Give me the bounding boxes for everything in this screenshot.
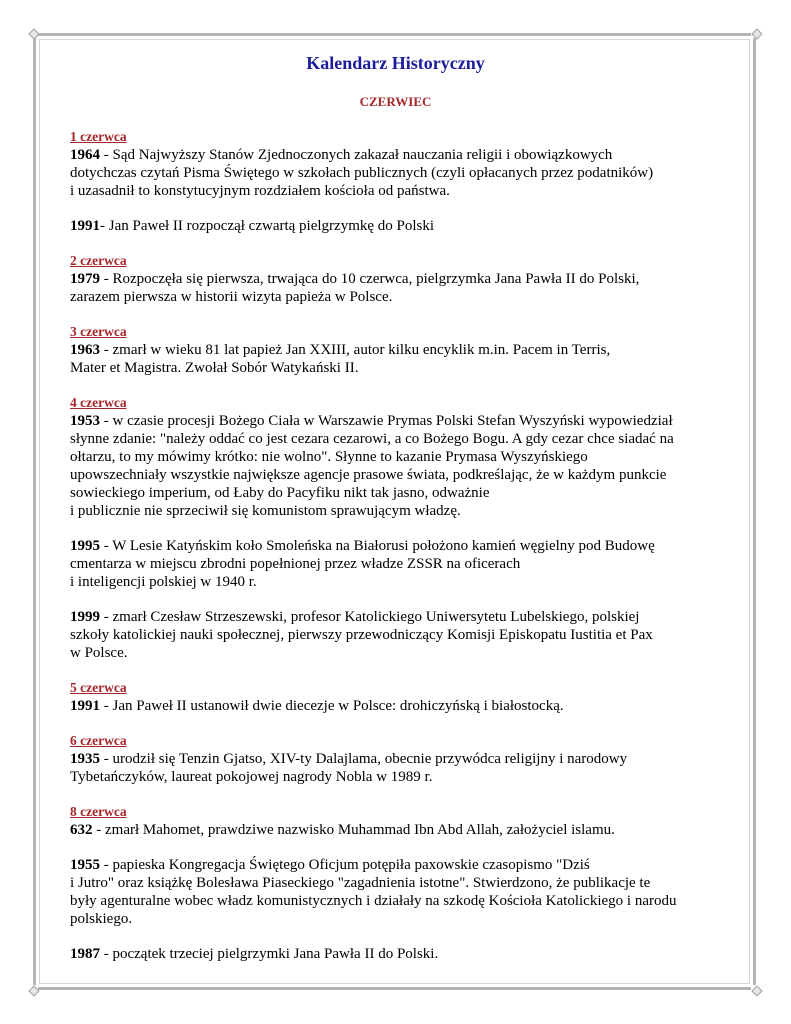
spacer xyxy=(70,839,730,856)
date-heading: 6 czerwca xyxy=(70,733,127,748)
event-entry xyxy=(70,146,730,200)
event-entry xyxy=(70,412,730,520)
event-entry xyxy=(70,945,730,963)
event-year: 1963 xyxy=(70,342,100,358)
event-year: 1991 xyxy=(70,698,100,714)
event-year: 1999 xyxy=(70,609,100,625)
date-heading: 2 czerwca xyxy=(70,253,127,268)
day-block xyxy=(70,803,730,963)
spacer xyxy=(70,786,730,803)
event-entry xyxy=(70,217,730,235)
day-block xyxy=(70,323,730,394)
event-text: - zmarł w wieku 81 lat papież Jan XXIII, autor kilku encyklik m.in. Pacem in Terris, Mater et Magistra. Zwołał Sobór Watykański II. xyxy=(70,342,611,376)
event-year: 1987 xyxy=(70,946,100,962)
event-text: - W Lesie Katyńskim koło Smoleńska na Białorusi położono kamień węgielny pod Budowę cmentarza w miejscu zbrodni popełnionej przez władze ZSSR na oficerach i inteligencji polskiej w 1940 r. xyxy=(70,538,655,590)
event-entry xyxy=(70,537,730,591)
event-entry xyxy=(70,856,730,928)
event-entry xyxy=(70,341,730,377)
event-year: 1935 xyxy=(70,751,100,767)
event-year: 1979 xyxy=(70,271,100,287)
corner-ornament xyxy=(28,28,38,38)
event-text: - Jan Paweł II rozpoczął czwartą pielgrzymkę do Polski xyxy=(100,218,435,234)
spacer xyxy=(70,928,730,945)
corner-ornament xyxy=(28,985,38,995)
corner-ornament xyxy=(751,28,761,38)
event-text: - Sąd Najwyższy Stanów Zjednoczonych zakazał nauczania religii i obowiązkowych dotychczas czytań Pisma Świętego w szkołach publicznych (czyli opłacanych przez podatników) i uzasadnił to konstytucyjnym rozdziałem kościoła od państwa. xyxy=(70,147,654,199)
spacer xyxy=(70,200,730,217)
spacer xyxy=(70,377,730,394)
event-entry xyxy=(70,821,730,839)
day-block xyxy=(70,128,730,252)
event-text: - Rozpoczęła się pierwsza, trwająca do 10 czerwca, pielgrzymka Jana Pawła II do Polski, zarazem pierwsza w historii wizyta papieża w Polsce. xyxy=(70,271,640,305)
event-text: - początek trzeciej pielgrzymki Jana Pawła II do Polski. xyxy=(100,946,439,962)
event-entry xyxy=(70,750,730,786)
event-text: - zmarł Czesław Strzeszewski, profesor Katolickiego Uniwersytetu Lubelskiego, polskiej szkoły katolickiej nauki społecznej, pierwszy przewodniczący Komisji Episkopatu Iustitia et Pax w Polsce. xyxy=(70,609,653,661)
date-heading: 5 czerwca xyxy=(70,680,127,695)
day-block xyxy=(70,732,730,803)
event-year: 1955 xyxy=(70,857,100,873)
month-heading: CZERWIEC xyxy=(359,94,432,109)
event-text: - Jan Paweł II ustanowił dwie diecezje w Polsce: drohiczyńską i białostocką. xyxy=(100,698,564,714)
event-text: - w czasie procesji Bożego Ciała w Warszawie Prymas Polski Stefan Wyszyński wypowiedział słynne zdanie: "należy oddać co jest cezara cezarowi, a co Bożego Bogu. A gdy cezar chce siadać na ołtarzu, to my mówimy krótko: nie wolno". Słynne to kazanie Prymasa Wyszyńskiego upowszechniały wszystkie największe agencje prasowe świata, podkreślając, że w każdym punkcie sowieckiego imperium, od Łaby do Pacyfiku nikt tak jasno, odważnie i publicznie nie sprzeciwił się komunistom sprawującym władzę. xyxy=(70,413,674,519)
event-text: - papieska Kongregacja Świętego Oficjum potępiła paxowskie czasopismo "Dziś i Jutro" oraz książkę Bolesława Piaseckiego "zagadnienia istotne". Stwierdzono, że publikacje te były agenturalne wobec władz komunistycznych i działały na szkodę Kościoła Katolickiego i narodu polskiego. xyxy=(70,857,677,927)
day-block xyxy=(70,679,730,732)
spacer xyxy=(70,662,730,679)
date-heading: 1 czerwca xyxy=(70,129,127,144)
event-entry xyxy=(70,697,730,715)
spacer xyxy=(70,591,730,608)
page-title: Kalendarz Historyczny xyxy=(306,53,485,73)
event-entry xyxy=(70,608,730,662)
day-block xyxy=(70,252,730,323)
day-block xyxy=(70,394,730,679)
date-heading: 4 czerwca xyxy=(70,395,127,410)
spacer xyxy=(70,235,730,252)
spacer xyxy=(70,520,730,537)
event-text: - urodził się Tenzin Gjatso, XIV-ty Dalajlama, obecnie przywódca religijny i narodowy Tybetańczyków, laureat pokojowej nagrody Nobla w 1989 r. xyxy=(70,751,628,785)
date-heading: 8 czerwca xyxy=(70,804,127,819)
event-year: 1953 xyxy=(70,413,100,429)
spacer xyxy=(70,715,730,732)
event-text: - zmarł Mahomet, prawdziwe nazwisko Muhammad Ibn Abd Allah, założyciel islamu. xyxy=(92,822,615,838)
event-year: 632 xyxy=(70,822,93,838)
event-year: 1991 xyxy=(70,218,100,234)
calendar-content xyxy=(70,128,730,963)
date-heading: 3 czerwca xyxy=(70,324,127,339)
corner-ornament xyxy=(751,985,761,995)
event-year: 1995 xyxy=(70,538,100,554)
event-year: 1964 xyxy=(70,147,100,163)
event-entry xyxy=(70,270,730,306)
spacer xyxy=(70,306,730,323)
